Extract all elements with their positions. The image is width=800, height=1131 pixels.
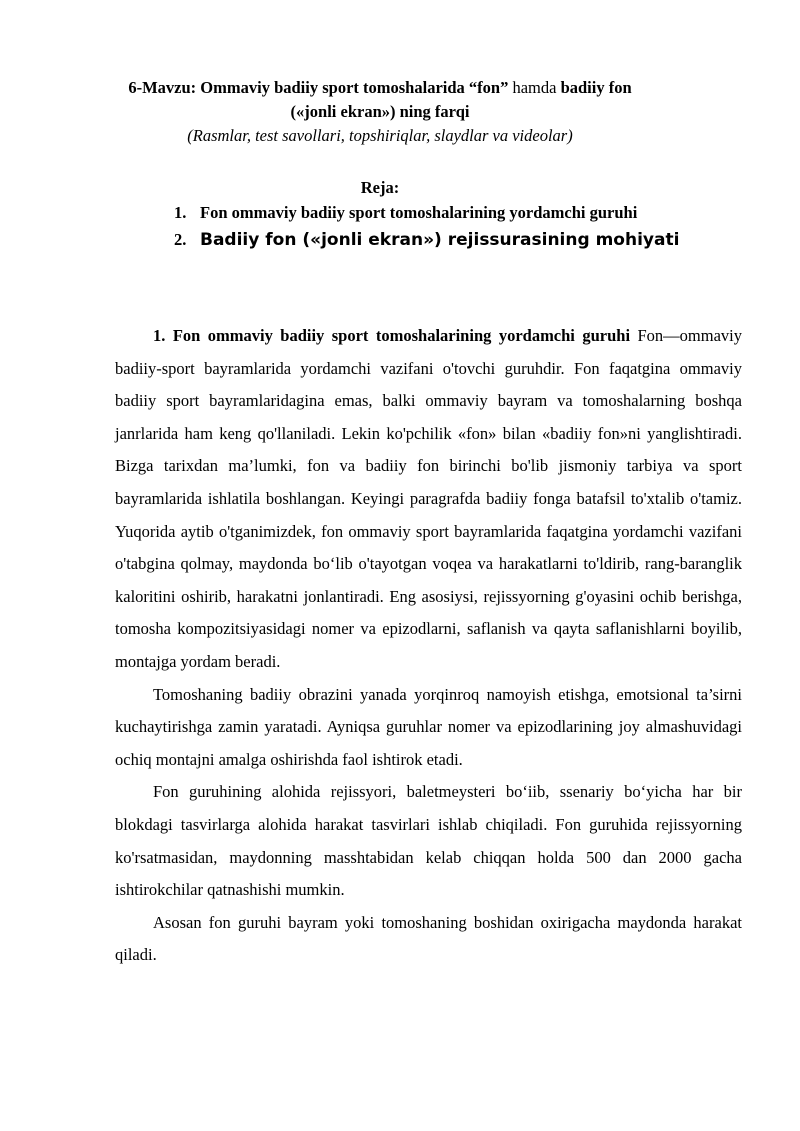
paragraph-1 bbox=[115, 320, 742, 679]
paragraph-3: Fon guruhining alohida rejissyori, baletmeysteri bo‘iib, ssenariy bo‘yicha har bir blokdagi tasvirlarga alohida harakat tasvirlari ishlab chiqiladi. Fon guruhida rejissyorning ko'rsatmasidan, maydonning masshtabidan kelab chiqqan holda 500 dan 2000 gacha ishtirokchilar qatnashishi mumkin. bbox=[115, 782, 742, 900]
paragraph-4: Asosan fon guruhi bayram yoki tomoshaning boshidan oxirigacha maydonda harakat qiladi. bbox=[115, 912, 742, 965]
plan-item-text: Fon ommaviy badiiy sport tomoshalarining yordamchi guruhi bbox=[200, 203, 638, 222]
plan-item-number: 2. bbox=[174, 230, 187, 249]
title-topic-end: badiiy fon bbox=[560, 78, 632, 97]
plan-item-2 bbox=[174, 228, 679, 252]
plan-item-number: 1. bbox=[174, 203, 187, 222]
plan-heading: Reja: bbox=[360, 178, 400, 197]
title-second-line: («jonli ekran») ning farqi bbox=[290, 102, 470, 121]
title-topic: 6-Mavzu: Ommaviy badiiy sport tomoshalarida “fon” bbox=[128, 78, 509, 97]
body-text bbox=[115, 320, 742, 972]
plan-item-text: Badiiy fon («jonli ekran») rejissurasining mohiyati bbox=[200, 230, 680, 250]
title-connector: hamda bbox=[508, 78, 561, 97]
section-heading: 1. Fon ommaviy badiiy sport tomoshalarining yordamchi guruhi bbox=[153, 326, 631, 345]
lecture-subtitle: (Rasmlar, test savollari, topshiriqlar, slaydlar va videolar) bbox=[187, 126, 573, 145]
plan-item-1 bbox=[174, 201, 637, 225]
paragraph-2: Tomoshaning badiiy obrazini yanada yorqinroq namoyish etishga, emotsional ta’sirni kuchaytirishga zamin yaratadi. Ayniqsa guruhlar nomer va epizodlarining joy almashuvidagi ochiq montajni amalga oshirishda faol ishtirok etadi. bbox=[115, 684, 742, 769]
paragraph-text: Fon—ommaviy badiiy-sport bayramlarida yordamchi vazifani o'tovchi guruhdir. Fon faqatgina ommaviy badiiy sport bayramlaridagina emas, balki ommaviy bayram va tomoshalarning boshqa janrlarida ham keng qo'llaniladi. Lekin ko'pchilik «fon» bilan «badiiy fon»ni yanglishtiradi. Bizga tarixdan ma’lumki, fon va badiiy fon birinchi bo'lib jismoniy tarbiya va sport bayramlarida ishlatila boshlangan. Keyingi paragrafda badiiy fonga batafsil to'xtalib o'tamiz. Yuqorida aytib o'tganimizdek, fon ommaviy sport bayramlarida faqatgina yordamchi vazifani o'tabgina qolmay, maydonda bo‘lib o'tayotgan voqea va harakatlarni to'ldirib, rang-baranglik kaloritini oshirib, harakatni jonlantiradi. Eng asosiysi, rejissyorning g'oyasini ochib berishga, tomosha kompozitsiyasidagi nomer va epizodlarni, saflanish va qayta saflanishlarni boyilib, montajga yordam beradi. bbox=[115, 326, 742, 671]
lecture-title bbox=[100, 76, 660, 124]
